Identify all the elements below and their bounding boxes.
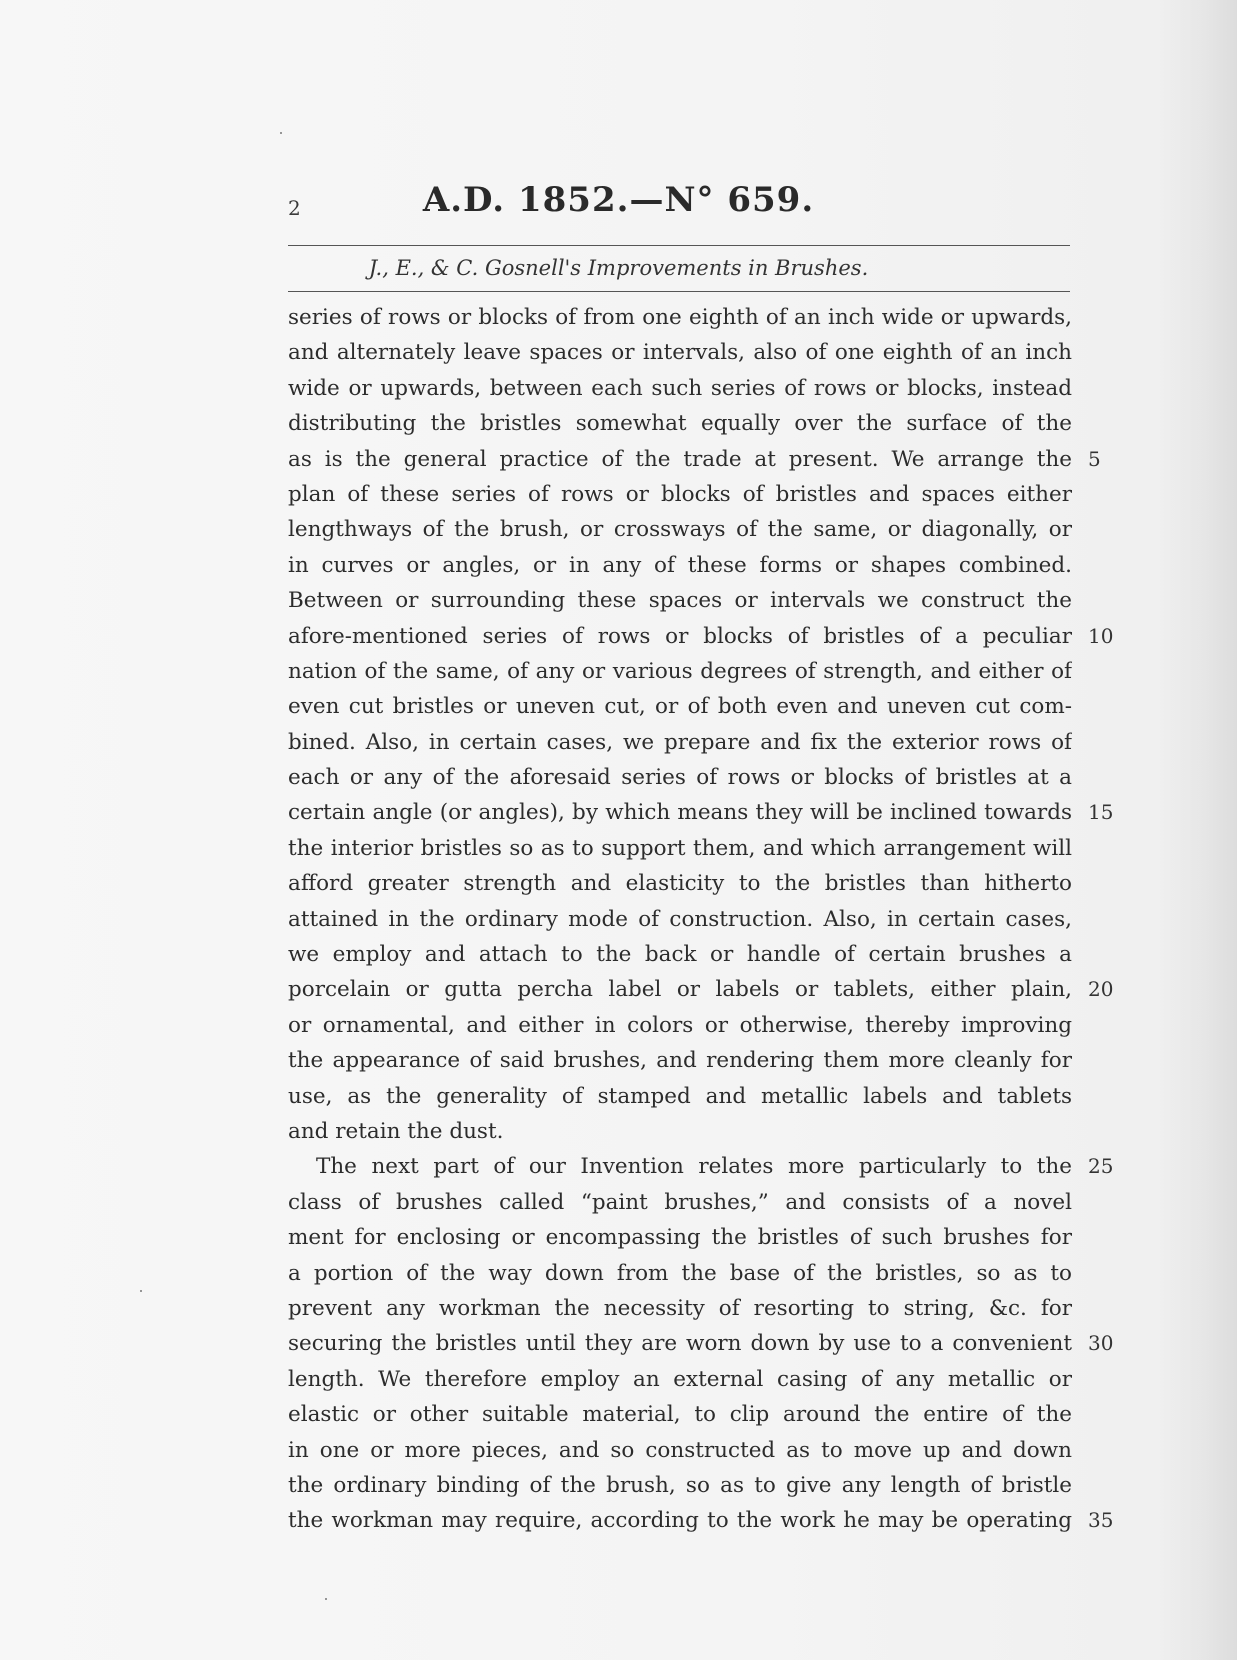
text-line	[288, 1256, 1072, 1291]
line-text: length. We therefore employ an external casing of any metallic or	[288, 1366, 1072, 1392]
paper-speck	[140, 1290, 142, 1292]
line-text: bined. Also, in certain cases, we prepare and fix the exterior rows of	[288, 729, 1072, 755]
text-line	[288, 619, 1114, 654]
text-line	[288, 1185, 1072, 1220]
text-line	[288, 371, 1072, 406]
line-text: in curves or angles, or in any of these forms or shapes combined.	[288, 552, 1072, 578]
line-number: 5	[1088, 446, 1101, 471]
text-line	[288, 583, 1072, 618]
text-line	[288, 1362, 1072, 1397]
text-line	[288, 1433, 1072, 1468]
line-text: elastic or other suitable material, to clip around the entire of the	[288, 1402, 1072, 1428]
line-text: securing the bristles until they are worn down by use to a convenient	[288, 1331, 1072, 1357]
text-line	[288, 1468, 1072, 1503]
page-number: 2	[288, 196, 301, 220]
text-line	[288, 937, 1072, 972]
text-line	[288, 442, 1101, 477]
line-text: and retain the dust.	[288, 1118, 504, 1144]
text-line	[288, 1220, 1072, 1255]
text-line	[288, 335, 1072, 370]
text-line	[288, 548, 1072, 583]
document-title: A.D. 1852.—N° 659.	[422, 180, 815, 220]
line-text: lengthways of the brush, or crossways of the same, or diagonally, or	[288, 517, 1072, 543]
header-rule-bottom	[288, 291, 1070, 292]
line-number: 10	[1088, 623, 1114, 648]
text-line	[288, 1008, 1072, 1043]
text-line	[288, 760, 1072, 795]
line-text: a portion of the way down from the base of the bristles, so as to	[288, 1260, 1072, 1286]
text-line	[288, 1043, 1072, 1078]
line-text: wide or upwards, between each such series of rows or blocks, instead	[288, 375, 1072, 401]
running-title: J., E., & C. Gosnell's Improvements in Brushes.	[368, 256, 869, 280]
line-text: and alternately leave spaces or intervals, also of one eighth of an inch	[288, 340, 1072, 366]
line-text: in one or more pieces, and so constructed as to move up and down	[288, 1437, 1072, 1463]
line-text: series of rows or blocks of from one eighth of an inch wide or upwards,	[288, 305, 1072, 330]
header-rule-top	[288, 245, 1070, 246]
line-text: the interior bristles so as to support them, and which arrangement will	[288, 835, 1072, 861]
line-number: 30	[1088, 1331, 1114, 1356]
text-line	[288, 725, 1072, 760]
text-line	[288, 477, 1072, 512]
line-text: nation of the same, of any or various degrees of strength, and either of	[288, 658, 1072, 684]
line-text: porcelain or gutta percha label or labels or tablets, either plain,	[288, 977, 1072, 1003]
text-line	[288, 654, 1072, 689]
text-line	[288, 972, 1114, 1007]
line-text: plan of these series of rows or blocks of bristles and spaces either	[288, 481, 1072, 507]
line-text: The next part of our Invention relates more particularly to the	[316, 1154, 1072, 1180]
line-text: Between or surrounding these spaces or intervals we construct the	[288, 588, 1072, 614]
text-line	[288, 1149, 1114, 1184]
line-text: attained in the ordinary mode of construction. Also, in certain cases,	[288, 906, 1072, 932]
line-text: afore-mentioned series of rows or blocks of bristles of a peculiar	[288, 623, 1072, 649]
text-line	[288, 406, 1072, 441]
line-text: certain angle (or angles), by which means they will be inclined towards	[288, 800, 1072, 826]
line-number: 20	[1088, 977, 1114, 1002]
body-text	[288, 300, 1114, 1539]
paper-speck	[280, 132, 282, 134]
line-number: 15	[1088, 800, 1114, 825]
text-line	[288, 512, 1072, 547]
text-line	[288, 866, 1072, 901]
paper-speck	[325, 1598, 327, 1600]
text-line	[288, 1326, 1114, 1361]
line-text: the appearance of said brushes, and rendering them more cleanly for	[288, 1048, 1072, 1074]
text-line	[288, 831, 1072, 866]
line-text: each or any of the aforesaid series of rows or blocks of bristles at a	[288, 765, 1072, 791]
text-line	[288, 1079, 1072, 1114]
line-text: prevent any workman the necessity of resorting to string, &c. for	[288, 1295, 1072, 1321]
line-text: or ornamental, and either in colors or otherwise, thereby improving	[288, 1012, 1072, 1038]
line-text: class of brushes called “paint brushes,” and consists of a novel	[288, 1189, 1072, 1215]
text-line	[288, 1291, 1072, 1326]
line-number: 25	[1088, 1154, 1114, 1179]
line-text: we employ and attach to the back or handle of certain brushes a	[288, 942, 1072, 968]
text-line	[288, 902, 1072, 937]
text-line	[288, 1114, 1072, 1149]
line-text: ment for enclosing or encompassing the bristles of such brushes for	[288, 1225, 1072, 1251]
page-fold-shadow	[1157, 0, 1237, 1660]
line-text: the ordinary binding of the brush, so as to give any length of bristle	[288, 1472, 1072, 1498]
line-number: 35	[1088, 1508, 1114, 1533]
line-text: as is the general practice of the trade at present. We arrange the	[288, 446, 1072, 472]
line-text: afford greater strength and elasticity to the bristles than hitherto	[288, 871, 1072, 897]
text-line	[288, 1397, 1072, 1432]
text-line	[288, 300, 1072, 335]
line-text: even cut bristles or uneven cut, or of both even and uneven cut com-	[288, 694, 1072, 720]
line-text: the workman may require, according to the work he may be operating	[288, 1508, 1072, 1534]
line-text: distributing the bristles somewhat equally over the surface of the	[288, 411, 1072, 437]
text-line	[288, 1503, 1114, 1538]
text-line	[288, 689, 1072, 724]
line-text: use, as the generality of stamped and metallic labels and tablets	[288, 1083, 1072, 1109]
text-line	[288, 795, 1114, 830]
